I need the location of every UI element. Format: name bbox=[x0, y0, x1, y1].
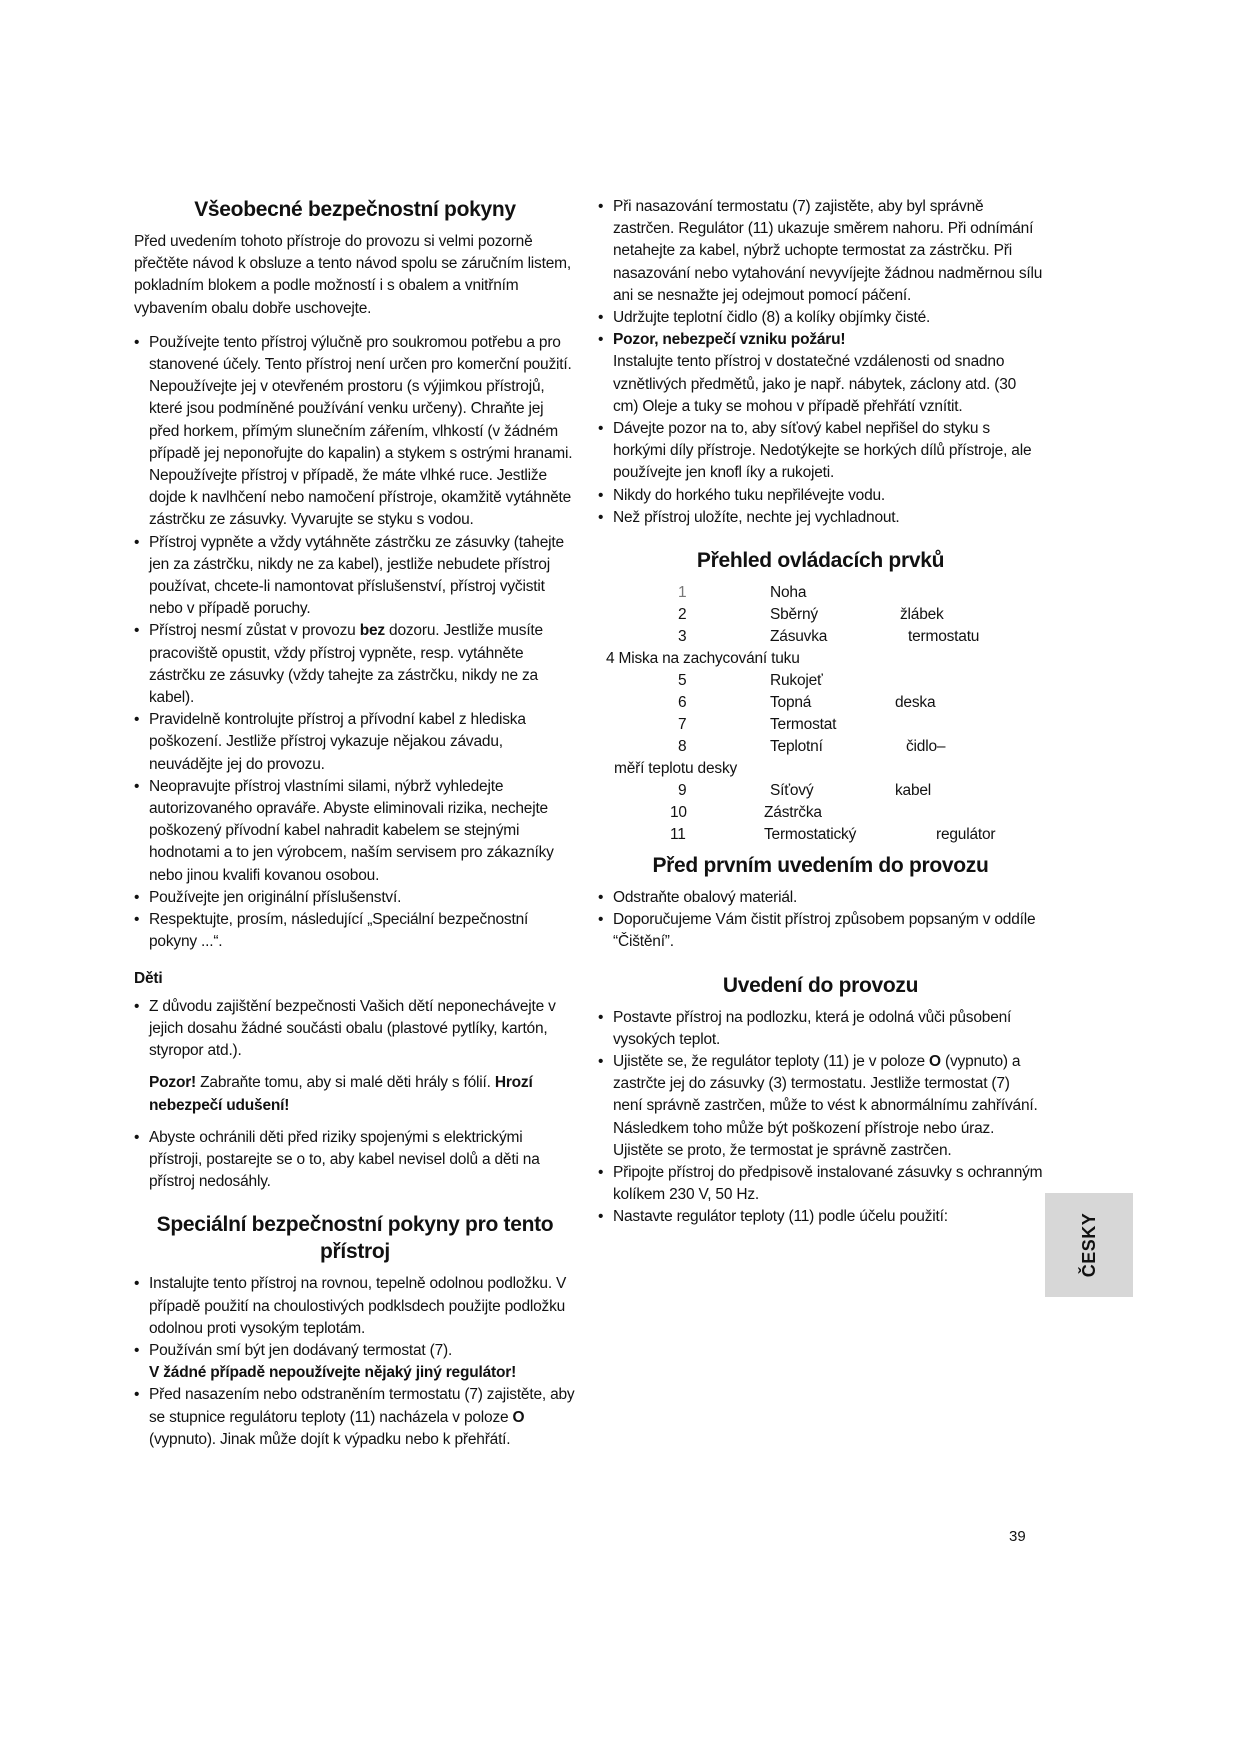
list-item: • Před nasazením nebo odstraněním termostatu (7) zajistěte, aby se stupnice regulátoru teploty (11) nacházela v poloze O (vypnuto). Jinak může dojít k výpadku nebo k přehřátí. bbox=[134, 1384, 576, 1451]
left-column bbox=[134, 196, 576, 1451]
list-item: • Než přístroj uložíte, nechte jej vychladnout. bbox=[598, 507, 1043, 529]
right-column bbox=[598, 196, 1043, 1229]
part-name: deska bbox=[895, 694, 936, 712]
list-item: • Ujistěte se, že regulátor teploty (11) je v poloze O (vypnuto) a zastrčte jej do zásuvky (3) termostatu. Jestliže termostat (7) není správně zastrčen, může to vést k abnormálnímu zahřívání. Následkem toho může být poškození přístroje nebo úraz. Ujistěte se proto, že termostat je správně zastrčen. bbox=[598, 1051, 1043, 1162]
list-item: • Pravidelně kontrolujte přístroj a přívodní kabel z hlediska poškození. Jestliže přístroj vykazuje nějakou závadu, neuvádějte jej do provozu. bbox=[134, 709, 576, 776]
part-number: 5 bbox=[678, 672, 687, 690]
children-heading: Děti bbox=[134, 969, 163, 987]
list-item: • Pozor, nebezpečí vzniku požáru! Instalujte tento přístroj v dostatečné vzdálenosti od snadno vznětlivých předmětů, jako je např. nábytek, záclony atd. (30 cm) Oleje a tuky se mohou v případě přehřátí vznítit. bbox=[598, 329, 1043, 418]
list-item: • Z důvodu zajištění bezpečnosti Vašich dětí neponechávejte v jejich dosahu žádné součásti obalu (plastové pytlíky, kartón, styropor atd.). bbox=[134, 996, 576, 1063]
list-item: • Nastavte regulátor teploty (11) podle účelu použití: bbox=[598, 1206, 1043, 1228]
list-item: • Doporučujeme Vám čistit přístroj způsobem popsaným v oddíle “Čištění”. bbox=[598, 909, 1043, 953]
intro-paragraph: Před uvedením tohoto přístroje do provozu si velmi pozorně přečtěte návod k obsluze a tento návod spolu se záručním listem, pokladním blokem a podle možností i s obalem a vnitřním vybavením obalu dobře uschovejte. bbox=[134, 233, 571, 317]
list-item: • Připojte přístroj do předpisově instalované zásuvky s ochranným kolíkem 230 V, 50 Hz. bbox=[598, 1162, 1043, 1206]
part-number: 11 bbox=[670, 826, 686, 844]
list-item: • Nikdy do horkého tuku nepřilévejte vodu. bbox=[598, 485, 1043, 507]
children-list bbox=[134, 996, 576, 1063]
part-name: Zástrčka bbox=[764, 804, 822, 822]
part-name: Rukojeť bbox=[770, 672, 823, 690]
part-number: 8 bbox=[678, 738, 687, 756]
start-up-list bbox=[598, 1007, 1043, 1229]
part-number: 6 bbox=[678, 694, 687, 712]
part-name: Termostatický bbox=[764, 826, 857, 844]
list-item: • Postavte přístroj na podlozku, která je odolná vůči působení vysokých teplot. bbox=[598, 1007, 1043, 1051]
part-number: 10 bbox=[670, 804, 687, 822]
general-safety-list bbox=[134, 332, 576, 954]
part-name: žlábek bbox=[900, 606, 944, 624]
page-number: 39 bbox=[1009, 1528, 1026, 1545]
list-item: • Používán smí být jen dodávaný termostat (7). V žádné případě nepoužívejte nějaký jiný regulátor! bbox=[134, 1340, 576, 1384]
parts-list bbox=[598, 582, 1043, 844]
list-item: • Používejte jen originální příslušenství. bbox=[134, 887, 576, 909]
suffocation-warning: Pozor! Zabraňte tomu, aby si malé děti hrály s fólií. Hrozí nebezpečí udušení! bbox=[149, 1074, 533, 1114]
part-name: Sběrný bbox=[770, 606, 818, 624]
part-name: termostatu bbox=[908, 628, 980, 646]
overview-title: Přehled ovládacích prvků bbox=[696, 549, 945, 573]
part-number: 3 bbox=[678, 628, 687, 646]
list-item: • Přístroj vypněte a vždy vytáhněte zástrčku ze zásuvky (tahejte jen za zástrčku, nikdy ne za kabel), jestliže nebudete přístroj používat, chcete-li namontovat příslušenství, přístroj vyčistit nebo v případě poruchy. bbox=[134, 532, 576, 621]
part-number: 7 bbox=[678, 716, 687, 734]
part-number: 9 bbox=[678, 782, 687, 800]
first-use-list bbox=[598, 887, 1043, 954]
part-name: 4 Miska na zachycování tuku bbox=[606, 650, 800, 668]
part-name: Topná bbox=[770, 694, 812, 712]
part-number: 1 bbox=[678, 584, 687, 602]
part-name: Teplotní bbox=[770, 738, 823, 756]
part-name: regulátor bbox=[936, 826, 996, 844]
list-item: • Neopravujte přístroj vlastními silami, nýbrž vyhledejte autorizovaného opraváře. Abyste eliminovali rizika, nechejte poškozený přívodní kabel nahradit kabelem se stejnými hodnotami a to jen výrobcem, naším servisem pro zákazníky nebo jinou kvalifi kovanou osobou. bbox=[134, 776, 576, 887]
list-item: • Při nasazování termostatu (7) zajistěte, aby byl správně zastrčen. Regulátor (11) ukazuje směrem nahoru. Při odnímání netahejte za kabel, nýbrž uchopte termostat za zástrčku. Při nasazování nebo vytahování nevyvíjejte žádnou nadměrnou sílu ani se nesnažte jej odejmout pomocí páčení. bbox=[598, 196, 1043, 307]
list-item: • Respektujte, prosím, následující „Speciální bezpečnostní pokyny ...“. bbox=[134, 909, 576, 953]
part-name: Zásuvka bbox=[770, 628, 828, 646]
language-tab bbox=[1045, 1193, 1133, 1297]
list-item: • Udržujte teplotní čidlo (8) a kolíky objímky čisté. bbox=[598, 307, 1043, 329]
list-item: • Přístroj nesmí zůstat v provozu bez dozoru. Jestliže musíte pracoviště opustit, vždy přístroj vypněte, resp. vytáhněte zástrčku ze zásuvky (vždy tahejte za zástrčku, nikdy ne za kabel). bbox=[134, 620, 576, 709]
part-name: Noha bbox=[770, 584, 807, 602]
part-number: 2 bbox=[678, 606, 687, 624]
list-item: • Instalujte tento přístroj na rovnou, tepelně odolnou podložku. V případě použití na choulostivých podklsdech použijte podložku odolnou proti vysokým teplotám. bbox=[134, 1273, 576, 1340]
list-item: • Abyste ochránili děti před riziky spojenými s elektrickými přístroji, postarejte se o to, aby kabel nevisel dolů a děti na přístroj nedosáhly. bbox=[134, 1127, 576, 1194]
language-tab-label: ČESKY bbox=[1078, 1212, 1099, 1278]
start-up-title: Uvedení do provozu bbox=[722, 973, 919, 997]
list-item: • Používejte tento přístroj výlučně pro soukromou potřebu a pro stanovené účely. Tento přístroj není určen pro komerční použití. Nepoužívejte jej v otevřeném prostoru (s výjimkou přístrojů, které jsou podmíněné používání venku určeny). Chraňte jej před horkem, přímým slunečním zářením, vlhkostí (v žádném případě jej neponořujte do kapalin) a stykem s ostrými hranami. Nepoužívejte přístroj v případě, že máte vlhké ruce. Jestliže dojde k navlhčení nebo namočení přístroje, okamžitě vytáhněte zástrčku ze zásuvky. Vyvarujte se styku s vodou. bbox=[134, 332, 576, 532]
special-safety-list-continued bbox=[598, 196, 1043, 529]
part-name: kabel bbox=[895, 782, 932, 800]
part-name: Termostat bbox=[770, 716, 837, 734]
general-safety-title: Všeobecné bezpečnostní pokyny bbox=[194, 198, 516, 221]
part-name: měří teplotu desky bbox=[614, 760, 738, 778]
special-safety-list bbox=[134, 1273, 576, 1451]
part-name: čidlo– bbox=[906, 738, 946, 756]
part-name: Síťový bbox=[770, 782, 814, 800]
special-safety-title: Speciální bezpečnostní pokyny pro tento přístroj bbox=[156, 1213, 554, 1264]
list-item: • Dávejte pozor na to, aby síťový kabel nepřišel do styku s horkými díly přístroje. Nedotýkejte se horkých dílů přístroje, ale používejte jen knofl íky a rukojeti. bbox=[598, 418, 1043, 485]
list-item: • Odstraňte obalový materiál. bbox=[598, 887, 1043, 909]
first-use-title: Před prvním uvedením do provozu bbox=[652, 854, 989, 878]
